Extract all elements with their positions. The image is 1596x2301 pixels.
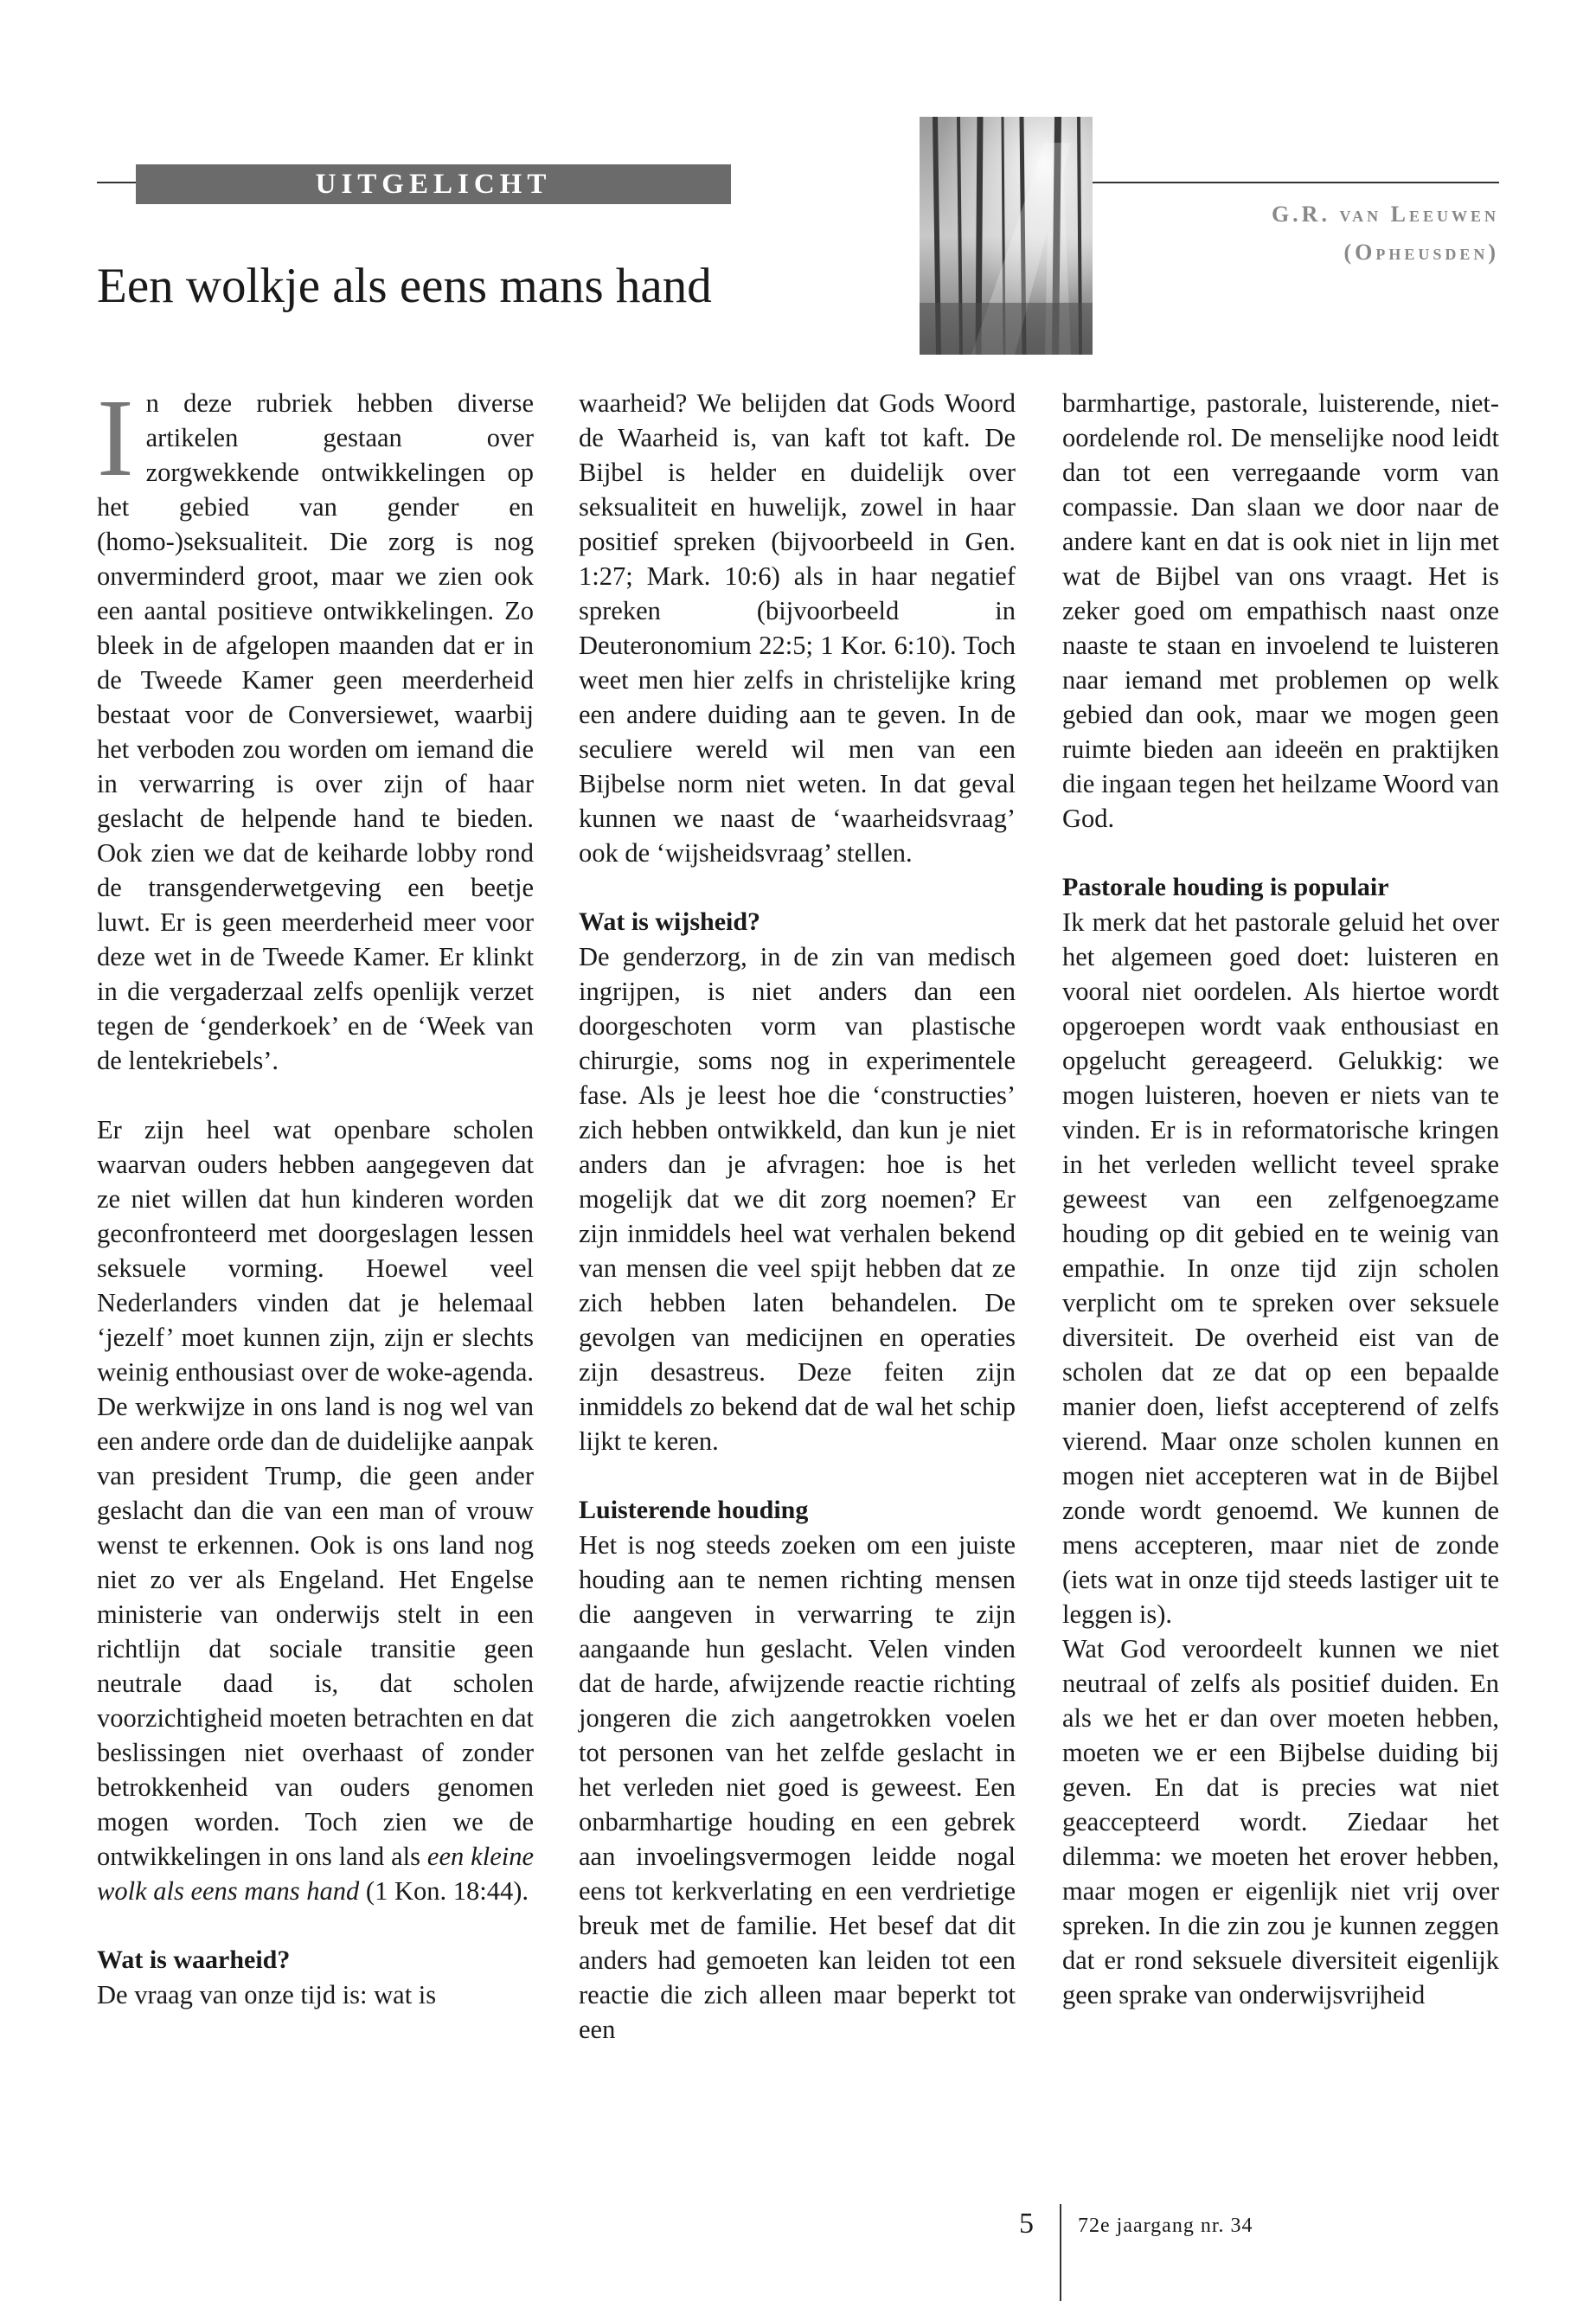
article-column-2 (579, 386, 1016, 2047)
paragraph: In deze rubriek hebben diverse artikelen gestaan over zorgwekkende ontwikkelingen op het gebied van gender en (homo-)seksualiteit. Die zorg is nog onverminderd groot, maar we zien ook een aantal positieve ontwikkelingen. Zo bleek in de afgelopen maanden dat er in de Tweede Kamer geen meerderheid bestaat voor de Conversiewet, waarbij het verboden zou worden om iemand die in verwarring is over zijn of haar geslacht de helpende hand te bieden. Ook zien we dat de keiharde lobby rond de transgenderwetgeving een beetje luwt. Er is geen meerderheid meer voor deze wet in de Tweede Kamer. Er klinkt in die vergaderzaal zelfs openlijk verzet tegen de ‘genderkoek’ en de ‘Week van de lentekriebels’. (97, 376, 534, 1075)
header-rule-right (1093, 182, 1499, 183)
paragraph: waarheid? We belijden dat Gods Woord de Waarheid is, van kaft tot kaft. De Bijbel is helder en duidelijk over seksualiteit en huwelijk, zowel in haar positief spreken (bijvoorbeeld in Gen. 1:27; Mark. 10:6) als in haar negatief spreken (bijvoorbeeld in Deuteronomium 22:5; 1 Kor. 6:10). Toch weet men hier zelfs in christelijke kring een andere duiding aan te geven. In de seculiere wereld wil men van een Bijbelse norm niet weten. In dat geval kunnen we naast de ‘waarheidsvraag’ ook de ‘wijsheidsvraag’ stellen. (579, 388, 1016, 868)
article-column-3 (1062, 386, 1499, 2012)
author-name: G.R. van Leeuwen (1271, 202, 1499, 227)
paragraph: Ik merk dat het pastorale geluid het over het algemeen goed doet: luisteren en vooral niet oordelen. Als hiertoe wordt opgeroepen wordt vaak enthousiast en opgelucht gereageerd. Gelukkig: we mogen luisteren, hoeven er niets van te vinden. Er is in reformatorische kringen in het verleden wellicht teveel sprake geweest van een zelfgenoegzame houding op dit gebied en te weinig van empathie. In onze tijd zijn scholen verplicht om te spreken over seksuele diversiteit. De overheid eist van de scholen dat ze dat op een bepaalde manier doen, liefst accepterend of zelfs vierend. Maar onze scholen kunnen en mogen niet accepteren wat in de Bijbel zonde wordt genoemd. We kunnen de mens accepteren, maar niet de zonde (iets wat in onze tijd steeds lastiger uit te leggen is). (1062, 907, 1499, 1629)
footer-divider (1060, 2204, 1061, 2301)
page-number: 5 (1019, 2208, 1034, 2240)
author-byline (1272, 195, 1499, 272)
article-headline: Een wolkje als eens mans hand (97, 259, 712, 313)
subheading-pastorale: Pastorale houding is populair (1062, 873, 1389, 901)
paragraph: Het is nog steeds zoeken om een juiste houding aan te nemen richting mensen die aangeven in verwarring te zijn aangaande hun geslacht. Velen vinden dat de harde, afwijzende reactie richting jongeren die zich aangetrokken voelen tot personen van het zelfde geslacht in het verleden niet goed is geweest. Een onbarmhartige houding en een gebrek aan invoelingsvermogen leidde nogal eens tot kerkverlating en een verdrietige breuk met de familie. Het besef dat dit anders had gemoeten kan leiden tot een reactie die zich alleen maar beperkt tot een (579, 1530, 1016, 2044)
quote-emphasis: een kleine wolk als eens mans hand (97, 1842, 534, 1906)
author-place: (Opheusden) (1343, 240, 1499, 265)
paragraph: Er zijn heel wat openbare scholen waarvan ouders hebben aangegeven dat ze niet willen dat hun kinderen worden geconfronteerd met doorgeslagen lessen seksuele vorming. Hoewel veel Nederlanders vinden dat je helemaal ‘jezelf’ moet kunnen zijn, zijn er slechts weinig enthousiast over de woke-agenda. De werkwijze in ons land is nog wel van een andere orde dan de duidelijke aanpak van president Trump, die geen ander geslacht dan die van een man of vrouw wenst te erkennen. Ook is ons land nog niet zo ver als Engeland. Het Engelse ministerie van onderwijs stelt in een richtlijn dat sociale transitie geen neutrale daad is, dat scholen voorzichtigheid moeten betrachten en dat beslissingen niet overhaast of zonder betrokkenheid van ouders genomen mogen worden. Toch zien we de ontwikkelingen in ons land als een kleine wolk als eens mans hand (1 Kon. 18:44). (97, 1115, 534, 1906)
subheading-luisterend: Luisterende houding (579, 1496, 809, 1524)
paragraph: barmhartige, pastorale, luisterende, niet-oordelende rol. De menselijke nood leidt dan tot een verregaande vorm van compassie. Dan slaan we door naar de andere kant en dat is ook niet in lijn met wat de Bijbel van ons vraagt. Het is zeker goed om empathisch naast onze naaste te staan en invoelend te luisteren naar iemand met problemen op welk gebied dan ook, maar we mogen geen ruimte bieden aan ideeën en praktijken die ingaan tegen het heilzame Woord van God. (1062, 388, 1499, 833)
header-rule-left (97, 182, 136, 183)
drop-cap: I (97, 376, 134, 499)
subheading-wijsheid: Wat is wijsheid? (579, 907, 761, 936)
forest-sunrays-photo (920, 117, 1093, 355)
article-column-1 (97, 376, 534, 2012)
section-banner: UITGELICHT (136, 164, 731, 204)
paragraph: Wat God veroordeelt kunnen we niet neutraal of zelfs als positief duiden. En als we het er dan over moeten hebben, moeten we er een Bijbelse duiding bij geven. En dat is precies wat niet geaccepteerd wordt. Ziedaar het dilemma: we moeten het erover hebben, maar mogen er eigenlijk niet vrij over spreken. In die zin zou je kunnen zeggen dat er rond seksuele diversiteit eigenlijk geen sprake van onderwijsvrijheid (1062, 1634, 1499, 2009)
subheading-waarheid: Wat is waarheid? (97, 1945, 291, 1974)
paragraph: De vraag van onze tijd is: wat is (97, 1980, 437, 2009)
issue-info: 72e jaargang nr. 34 (1078, 2214, 1253, 2237)
paragraph: De genderzorg, in de zin van medisch ingrijpen, is niet anders dan een doorgeschoten vorm van plastische chirurgie, soms nog in experimentele fase. Als je leest hoe die ‘constructies’ zich hebben ontwikkeld, dan kun je niet anders dan je afvragen: hoe is het mogelijk dat we dit zorg noemen? Er zijn inmiddels heel wat verhalen bekend van mensen die veel spijt hebben dat ze zich hebben laten behandelen. De gevolgen van medicijnen en operaties zijn desastreus. Deze feiten zijn inmiddels zo bekend dat de wal het schip lijkt te keren. (579, 942, 1016, 1456)
